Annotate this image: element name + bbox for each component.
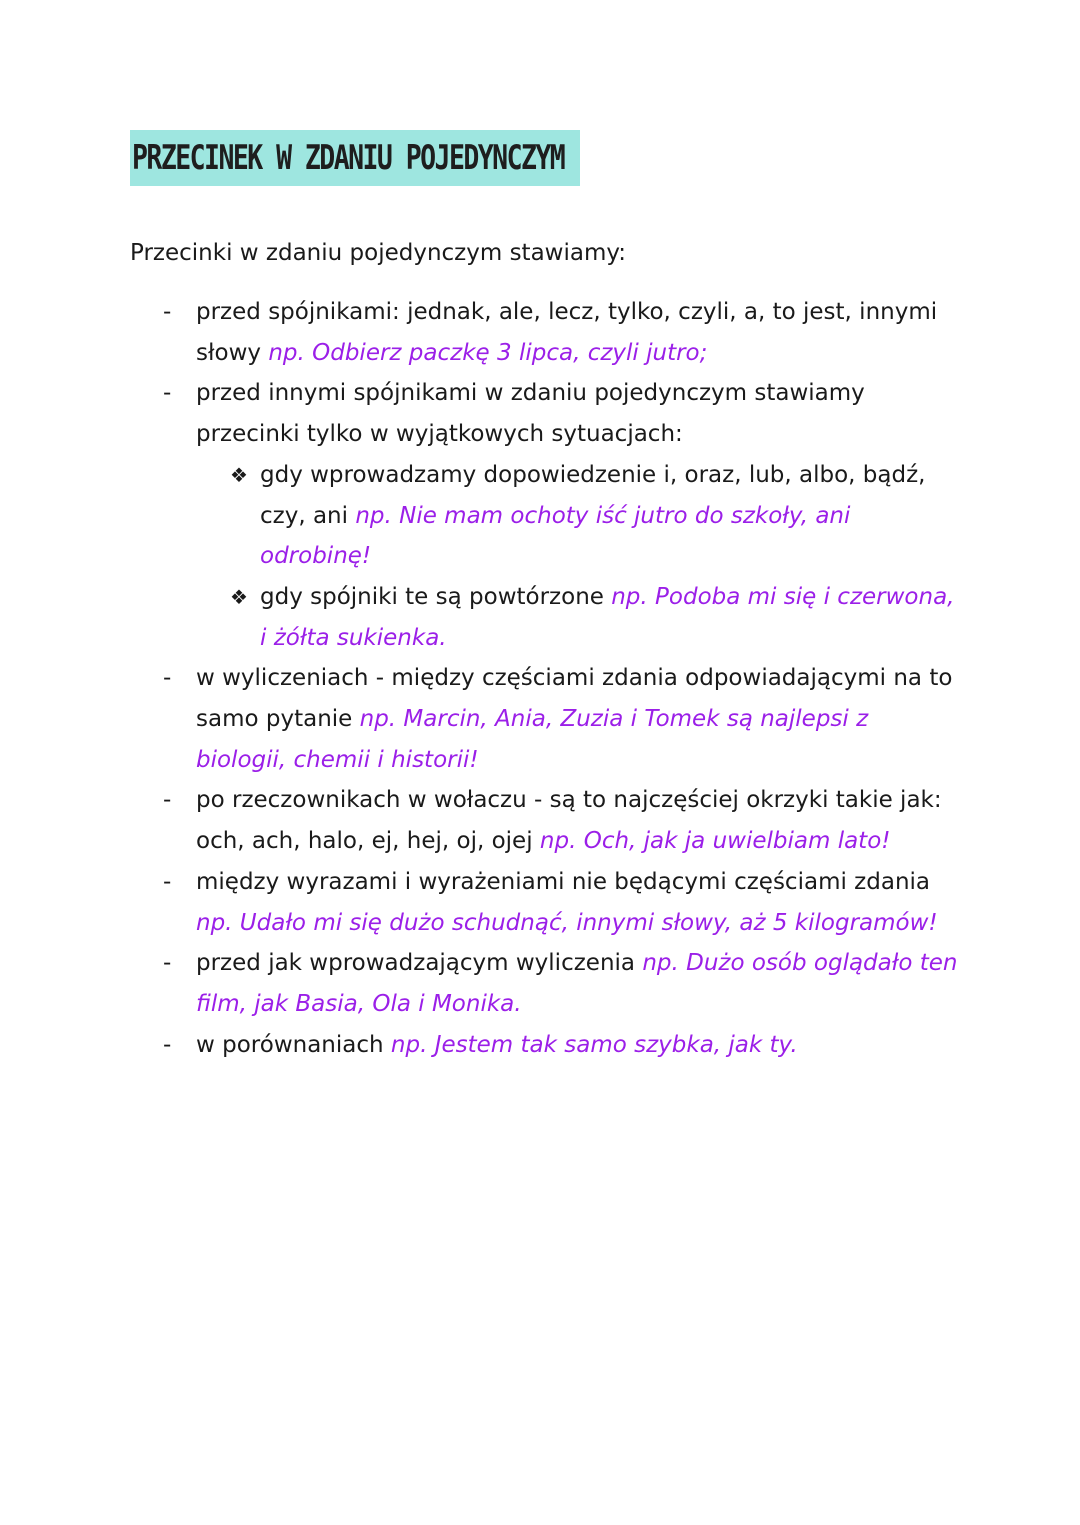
rule-text: w porównaniach [196,1031,384,1058]
dash-marker: - [163,299,172,325]
rule-example: np. Podoba mi się i czerwona, i żółta sukienka. [260,583,955,651]
list-item [130,862,960,943]
list-item [130,373,960,454]
rule-text: między wyrazami i wyrażeniami nie będącymi częściami zdania [196,868,931,895]
dash-marker: - [163,787,172,814]
rule-text: przed jak wprowadzającym wyliczenia [196,950,635,977]
dash-marker: - [163,868,172,895]
rule-example: np. Odbierz paczkę 3 lipca, czyli jutro; [268,339,708,366]
rule-text: w wyliczeniach - między częściami zdania odpowiadającymi na to samo pytanie [196,665,953,733]
list-item [130,780,960,861]
dash-marker: - [163,1031,172,1058]
list-item [130,943,960,1024]
rule-example: np. Udało mi się dużo schudnąć, innymi słowy, aż 5 kilogramów! [196,909,938,936]
rule-example: np. Marcin, Ania, Zuzia i Tomek są najlepsi z biologii, chemii i historii! [196,706,869,773]
list-item [130,658,960,780]
list-item [130,1025,960,1066]
rule-example: np. Och, jak ja uwielbiam lato! [539,828,891,855]
rule-text: po rzeczownikach w wołaczu - są to najczęściej okrzyki takie jak: och, ach, halo, ej, hej, oj, ojej [196,787,942,855]
rules-list [130,292,960,1065]
sub-list-item [130,577,960,658]
rule-text: przed innymi spójnikami w zdaniu pojedynczym stawiamy przecinki tylko w wyjątkowych sytuacjach: [196,380,865,448]
dash-marker: - [163,665,172,692]
dash-marker: - [163,950,172,977]
title-highlight [130,130,580,186]
list-item [130,292,960,373]
rule-example: np. Dużo osób oglądało ten film, jak Basia, Ola i Monika. [196,950,958,1017]
rule-text: gdy spójniki te są powtórzone [260,583,604,610]
dash-marker: - [163,380,172,407]
rule-example: np. Jestem tak samo szybka, jak ty. [390,1031,798,1058]
diamond-bullet-icon: ❖ [230,462,248,487]
sub-list-item [130,455,960,577]
rule-text: gdy wprowadzamy dopowiedzenie i, oraz, lub, albo, bądź, czy, ani [260,461,926,529]
intro-text: Przecinki w zdaniu pojedynczym stawiamy: [130,240,627,266]
rule-text: przed spójnikami: jednak, ale, lecz, tylko, czyli, a, to jest, innymi słowy [196,299,938,366]
rule-example: np. Nie mam ochoty iść jutro do szkoły, ani odrobinę! [260,502,851,570]
diamond-bullet-icon: ❖ [230,584,248,609]
page-title: PRZECINEK W ZDANIU POJEDYNCZYM [132,138,565,178]
